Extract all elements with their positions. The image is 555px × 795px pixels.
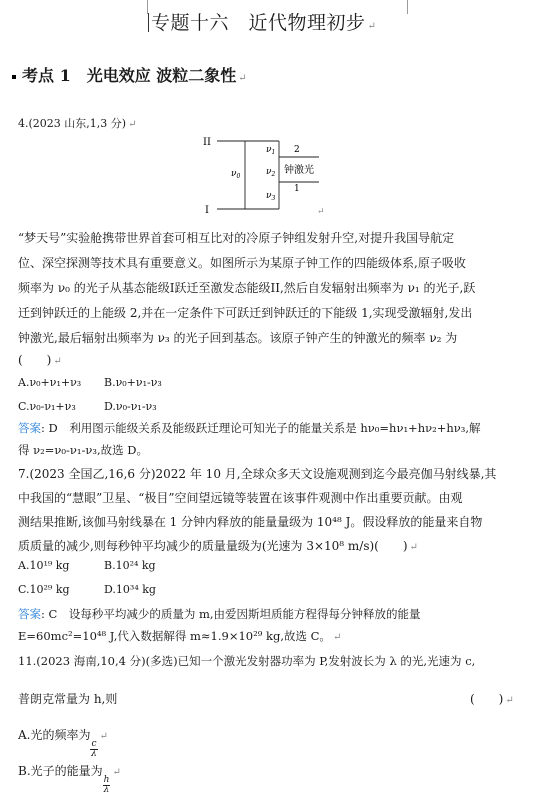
nu1-label: $\nu_1$ [266,145,276,156]
paragraph-mark: ↵ [505,695,514,706]
answer-bracket: ( ) ↵ [470,692,514,706]
q11-option-b: B.光子的能量为 $\frac{h}{\lambda}$ ↵ [18,764,121,795]
q4-option-c: C.ν₀-ν₁+ν₃ [18,400,76,413]
q7-line: 质质量的减少,则每秒钟平均减少的质量量级为(光速为 3×10⁸ m/s)( ) ↵ [18,539,418,553]
level-ii-label: II [203,137,211,148]
bullet-icon [12,75,16,79]
paragraph-mark: ↵ [409,542,418,553]
nu0-label: $\nu_0$ [231,169,241,180]
q4-line: 位、深空探测等技术具有重要意义。如图所示为某原子钟工作的四能级体系,原子吸收 [18,256,466,270]
q4-option-d: D.ν₀-ν₁-ν₃ [104,400,157,413]
q4-option-b: B.ν₀+ν₁-ν₃ [104,376,162,389]
paragraph-mark: ↵ [112,767,121,778]
clock-laser-label: 钟激光 [284,165,314,176]
q4-option-a: A.ν₀+ν₁+ν₃ [18,376,82,389]
q7-option-a: A.10¹⁹ kg [18,559,70,572]
paragraph-mark: ↵ [99,731,108,742]
nu3-label: $\nu_3$ [266,191,276,202]
fraction: $\frac{h}{\lambda}$ [103,775,110,795]
page-corner-mark [133,0,148,14]
level-1-label: 1 [294,184,300,194]
page-title: 专题十六 近代物理初步 ↵ [148,8,376,35]
page-corner-mark [407,0,422,14]
q4-line: “梦天号”实验舱携带世界首套可相互比对的冷原子钟组发射升空,对提升我国导航定 [18,231,455,245]
q7-line: 中我国的“慧眼”卫星、“极目”空间望远镜等装置在该事件观测中作出重要贡献。由观 [18,491,463,505]
section-heading: 考点 1 光电效应 波粒二象性 ↵ [12,63,247,86]
q4-line: 钟激光,最后辐射出频率为 ν₃ 的光子回到基态。该原子钟产生的钟激光的频率 ν₂ 为 [18,331,458,345]
paragraph-mark: ↵ [53,356,62,367]
paragraph-mark: ↵ [317,207,325,217]
q11-line: 普朗克常量为 h,则 [18,692,118,706]
q7-option-d: D.10³⁴ kg [104,583,156,596]
q11-option-a: A.光的频率为 $\frac{c}{\lambda}$ ↵ [18,728,108,759]
fraction: $\frac{c}{\lambda}$ [91,739,97,759]
paragraph-mark: ↵ [367,21,377,32]
q4-answer: 答案: D 利用图示能级关系及能级跃迁理论可知光子的能量关系是 hν₀=hν₁+hν₂+hν₃,解 [18,421,481,435]
energy-level-diagram [195,132,345,218]
q7-line: 7.(2023 全国乙,16,6 分)2022 年 10 月,全球众多天文设施观测到迄今最亮伽马射线暴,其 [18,467,497,481]
q11-line: 11.(2023 海南,10,4 分)(多选)已知一个激光发射器功率为 P,发射波长为 λ 的光,光速为 c, [18,654,476,668]
q4-header: 4.(2023 山东,1,3 分) ↵ [18,117,137,130]
paragraph-mark: ↵ [128,119,137,130]
q7-line: 测结果推断,该伽马射线暴在 1 分钟内释放的能量量级为 10⁴⁸ J。假设释放的能量来自物 [18,515,483,529]
q4-answer-cont: 得 ν₂=ν₀-ν₁-ν₃,故选 D。 [18,443,148,457]
nu2-label: $\nu_2$ [266,167,276,178]
q7-answer: 答案: C 设每秒平均减少的质量为 m,由爱因斯坦质能方程得每分钟释放的能量 [18,607,421,621]
text-cursor [148,13,149,32]
q7-option-b: B.10²⁴ kg [104,559,156,572]
answer-bracket: ( ) ↵ [18,353,62,367]
answer-label: 答案 [18,607,41,621]
level-i-label: I [205,205,209,216]
q4-line: 频率为 ν₀ 的光子从基态能级I跃迁至激发态能级II,然后自发辐射出频率为 ν₁ 的光子,跃 [18,281,476,295]
q7-option-c: C.10²⁹ kg [18,583,70,596]
level-2-label: 2 [294,145,300,155]
answer-label: 答案 [18,421,41,435]
paragraph-mark: ↵ [238,73,247,84]
paragraph-mark: ↵ [332,632,342,643]
q4-line: 迁到钟跃迁的上能级 2,并在一定条件下可跃迁到钟跃迁的下能级 1,实现受激辐射,发出 [18,306,473,320]
q7-answer-cont: E=60mc²=10⁴⁸ J,代入数据解得 m≈1.9×10²⁹ kg,故选 C。 ↵ [18,629,342,643]
